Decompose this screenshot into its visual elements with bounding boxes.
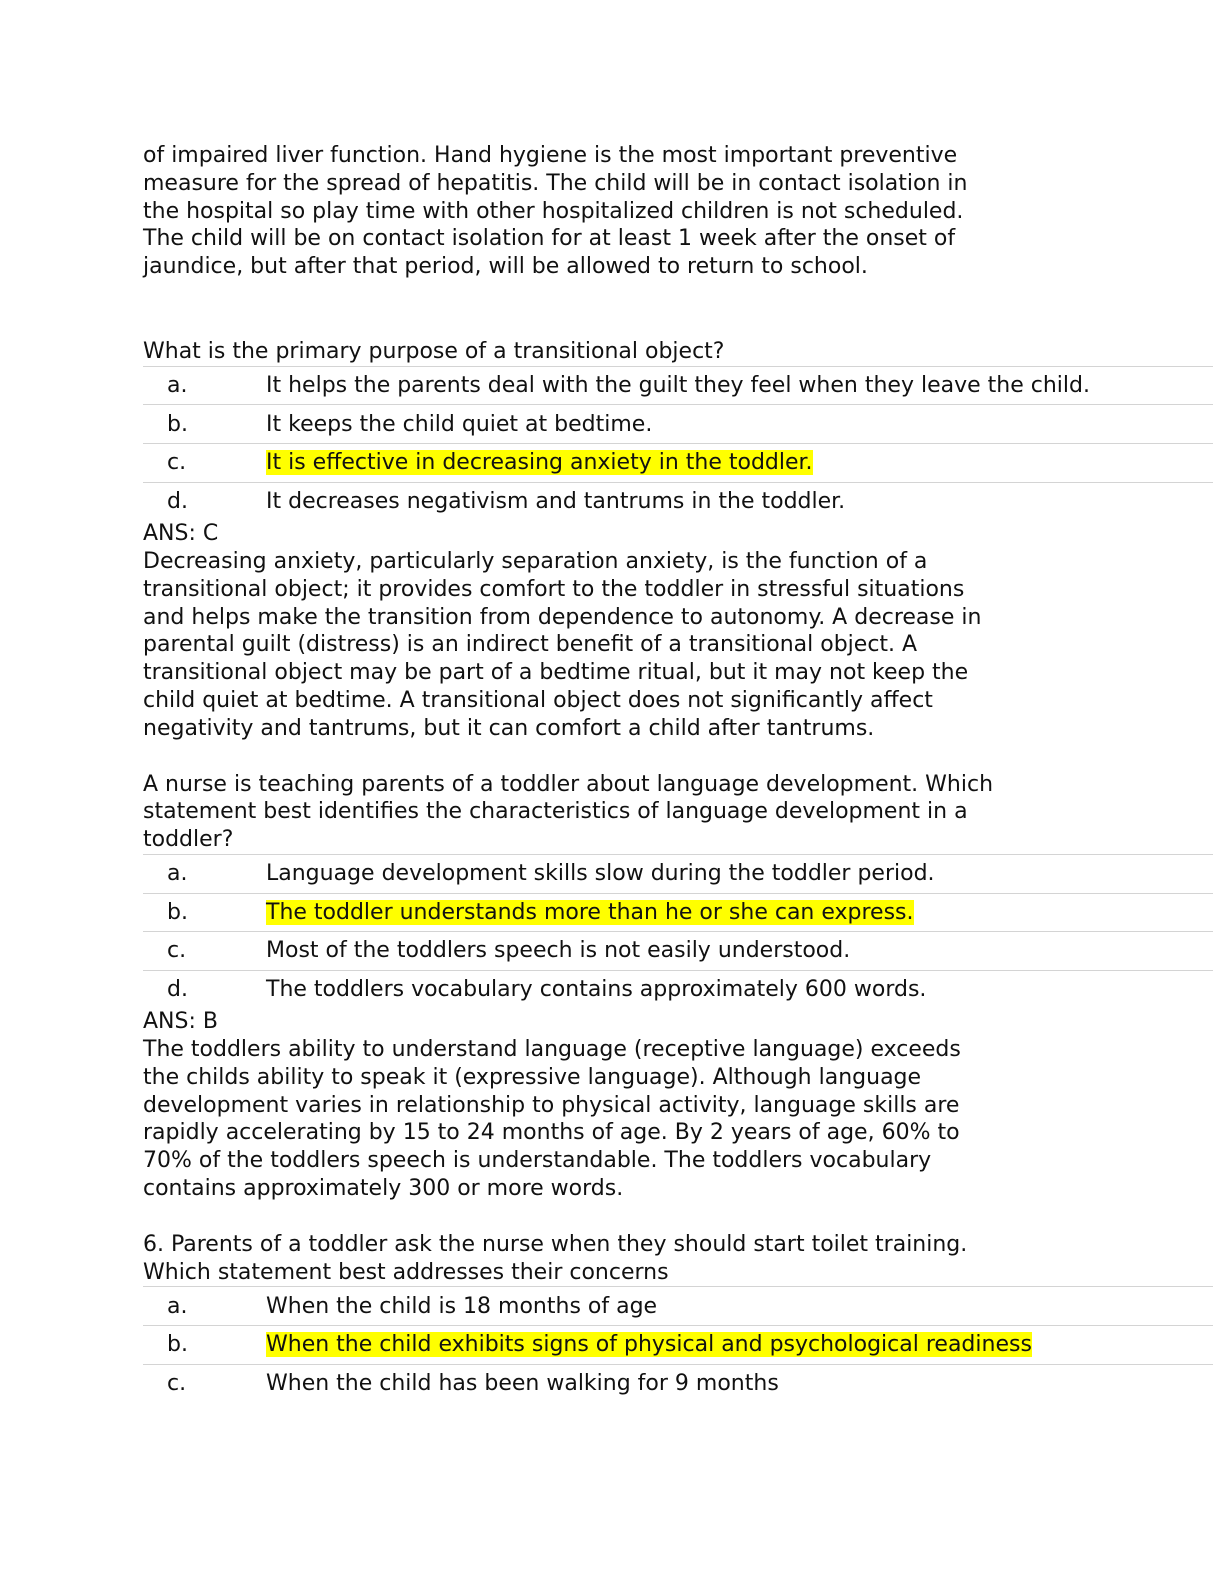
option-letter: c. <box>167 1370 187 1396</box>
option-text-highlighted: It is effective in decreasing anxiety in the toddler. <box>266 450 813 476</box>
option-text: The toddlers vocabulary contains approximately 600 words. <box>266 977 927 1002</box>
question-1-options <box>143 366 1213 520</box>
option-letter: a. <box>167 1293 188 1319</box>
option-letter: c. <box>167 938 187 964</box>
option-text: It decreases negativism and tantrums in the toddler. <box>266 488 846 514</box>
option-letter: b. <box>167 411 188 437</box>
intro-paragraph: of impaired liver function. Hand hygiene is the most important preventive measure for the spread of hepatitis. The child will be in contact isolation in the hospital so play time with other hospitalized children is not scheduled. The child will be on contact isolation for at least 1 week after the onset of jaundice, but after that period, will be allowed to return to school. <box>143 143 968 280</box>
option-text: Most of the toddlers speech is not easily understood. <box>266 938 851 964</box>
spacer <box>143 743 1213 771</box>
question-2-option-c <box>143 931 1213 970</box>
option-letter: d. <box>167 488 188 514</box>
spacer <box>143 281 1213 338</box>
option-letter: b. <box>167 1332 188 1358</box>
option-letter: d. <box>167 977 188 1002</box>
question-3-option-b <box>143 1325 1213 1364</box>
question-2-option-b <box>143 893 1213 932</box>
question-1-option-c <box>143 443 1213 482</box>
question-1-option-a <box>143 366 1213 405</box>
option-letter: c. <box>167 450 187 476</box>
question-1-option-d <box>143 482 1213 521</box>
question-1-rationale: Decreasing anxiety, particularly separation anxiety, is the function of a transitional object; it provides comfort to the toddler in stressful situations and helps make the transition from dependence to autonomy. A decrease in parental guilt (distress) is an indirect benefit of a transitional object. A transitional object may be part of a bedtime ritual, but it may not keep the child quiet at bedtime. A transitional object does not significantly affect negativity and tantrums, but it can comfort a child after tantrums. <box>143 548 982 741</box>
option-letter: b. <box>167 899 188 925</box>
question-1-answer: ANS: C <box>143 521 219 547</box>
question-2-option-d <box>143 970 1213 1009</box>
question-2-text: A nurse is teaching parents of a toddler about language development. Which statement best identifies the characteristics of language development in a toddler? <box>143 771 994 853</box>
question-3-option-c <box>143 1364 1213 1403</box>
option-text: Language development skills slow during the toddler period. <box>266 861 935 887</box>
option-letter: a. <box>167 861 188 887</box>
spacer <box>143 1203 1213 1231</box>
option-text: It keeps the child quiet at bedtime. <box>266 411 653 437</box>
option-text: When the child is 18 months of age <box>266 1293 658 1319</box>
question-2-options <box>143 854 1213 1008</box>
question-1-option-b <box>143 404 1213 443</box>
question-1-text: What is the primary purpose of a transitional object? <box>143 338 725 364</box>
option-text-highlighted: The toddler understands more than he or she can express. <box>266 899 914 925</box>
question-3-options <box>143 1286 1213 1402</box>
document-page <box>143 142 1213 1402</box>
question-2-answer: ANS: B <box>143 1009 218 1035</box>
option-letter: a. <box>167 373 188 399</box>
question-3-option-a <box>143 1286 1213 1325</box>
option-text-highlighted: When the child exhibits signs of physical and psychological readiness <box>266 1332 1032 1358</box>
question-2-option-a <box>143 854 1213 893</box>
question-3-text: 6. Parents of a toddler ask the nurse when they should start toilet training. Which statement best addresses their concerns <box>143 1231 968 1285</box>
question-2-rationale: The toddlers ability to understand language (receptive language) exceeds the childs ability to speak it (expressive language). Although language development varies in relationship to physical activity, language skills are rapidly accelerating by 15 to 24 months of age. By 2 years of age, 60% to 70% of the toddlers speech is understandable. The toddlers vocabulary contains approximately 300 or more words. <box>143 1037 961 1202</box>
option-text: When the child has been walking for 9 months <box>266 1370 779 1396</box>
option-text: It helps the parents deal with the guilt they feel when they leave the child. <box>266 373 1090 399</box>
